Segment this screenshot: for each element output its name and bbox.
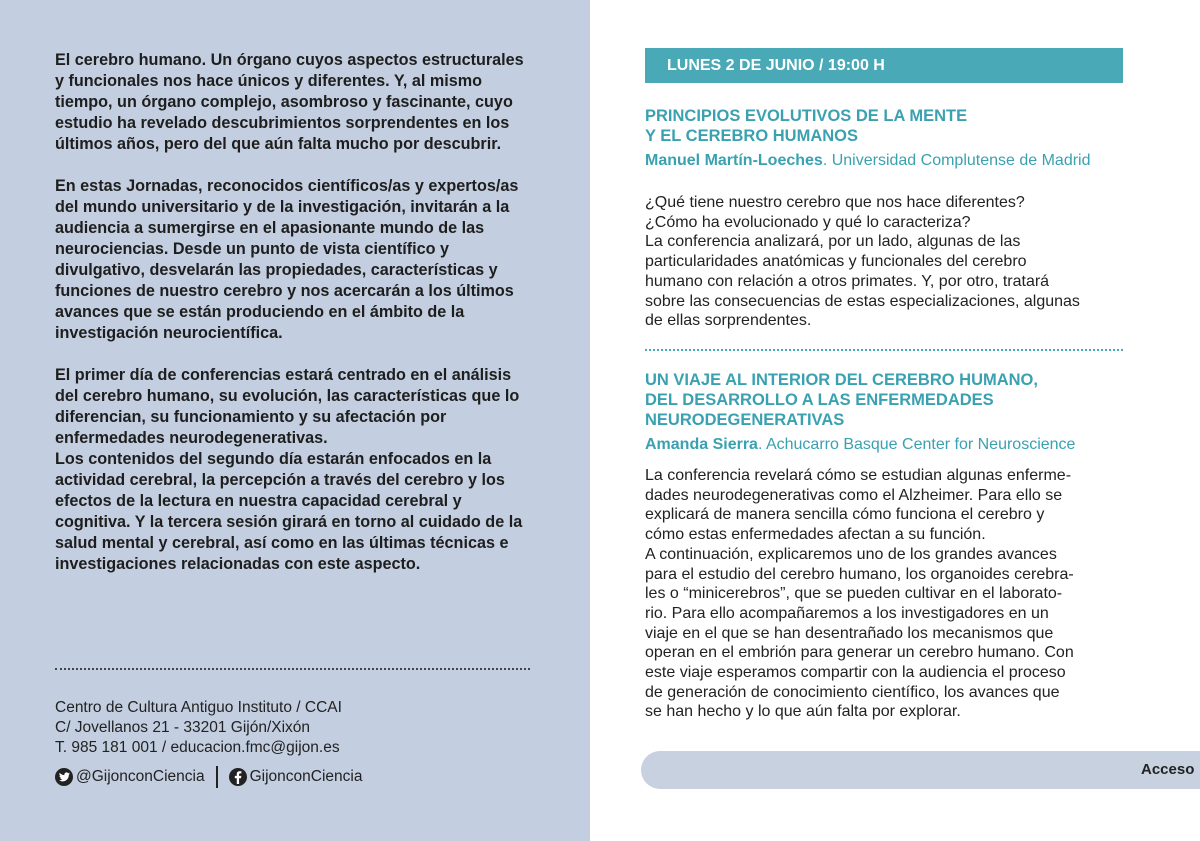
description-line: rio. Para ello acompañaremos a los investigadores en un	[645, 604, 1049, 622]
contact-block	[55, 698, 342, 758]
description-line: para el estudio del cerebro humano, los organoides cerebra-	[645, 565, 1074, 583]
talk-divider	[645, 349, 1123, 351]
description-line: A continuación, explicaremos uno de los grandes avances	[645, 545, 1057, 563]
description-line: ¿Qué tiene nuestro cerebro que nos hace diferentes?	[645, 194, 1025, 211]
venue-address: C/ Jovellanos 21 - 33201 Gijón/Xixón	[55, 719, 311, 736]
description-line: ¿Cómo ha evolucionado y qué lo caracteriza?	[645, 213, 971, 231]
talk-2-title-line: NEURODEGENERATIVAS	[645, 411, 845, 429]
description-line: La conferencia revelará cómo se estudian algunas enferme-	[645, 467, 1072, 484]
description-line: de ellas sorprendentes.	[645, 312, 812, 330]
description-line: particularidades anatómicas y funcionales del cerebro	[645, 253, 1027, 271]
talk-1-title	[645, 106, 1145, 146]
description-line: cómo estas enfermedades afectan a su función.	[645, 526, 986, 544]
description-line: de generación de conocimiento científico, los avances que	[645, 683, 1060, 701]
facebook-handle[interactable]: GijonconCiencia	[249, 768, 363, 785]
talk-1-speaker-name: Manuel Martín-Loeches	[645, 152, 823, 169]
talk-2-speaker	[645, 436, 1075, 454]
talk-1-title-line: PRINCIPIOS EVOLUTIVOS DE LA MENTE	[645, 107, 968, 125]
access-bar	[641, 751, 1200, 789]
description-line: viaje en el que se han desentrañado los mecanismos que	[645, 624, 1054, 642]
intro-paragraph-2: En estas Jornadas, reconocidos científicos/as y expertos/as del mundo universitario y de la investigación, invitarán a la audiencia a sumergirse en el apasionante mundo de las neurociencias. Desde un punto de vista científico y divulgativo, desvelarán las propiedades, características y funciones de nuestro cerebro y nos acercarán a los últimos avances que se están produciendo en el ámbito de la investigación neurocientífica.	[55, 177, 519, 342]
left-divider	[55, 668, 530, 670]
talk-1-description	[645, 193, 1125, 331]
description-line: explicará de manera sencilla cómo funciona el cerebro y	[645, 506, 1045, 524]
session-date: LUNES 2 DE JUNIO / 19:00 H	[667, 56, 885, 74]
talk-1-title-line: Y EL CEREBRO HUMANOS	[645, 127, 859, 145]
twitter-handle[interactable]: @GijonconCiencia	[76, 768, 205, 785]
talk-2-affiliation: . Achucarro Basque Center for Neuroscience	[757, 436, 1076, 453]
social-links	[55, 766, 362, 788]
facebook-icon	[229, 768, 247, 786]
description-line: se han hecho y lo que aún falta por explorar.	[645, 703, 961, 721]
venue-name: Centro de Cultura Antiguo Instituto / CCAI	[55, 699, 342, 716]
intro-paragraph-1: El cerebro humano. Un órgano cuyos aspectos estructurales y funcionales nos hace únicos y diferentes. Y, al mismo tiempo, un órgano complejo, asombroso y fascinante, cuyo estudio ha revelado descubrimientos sorprendentes en los últimos años, pero del que aún falta mucho por descubrir.	[55, 51, 524, 153]
description-line: este viaje esperamos compartir con la audiencia el proceso	[645, 664, 1066, 682]
talk-1-speaker	[645, 152, 1091, 170]
intro-text	[55, 50, 535, 596]
access-label: Acceso	[1141, 761, 1195, 778]
intro-paragraph-3: El primer día de conferencias estará centrado en el análisis del cerebro humano, su evolución, las características que lo diferencian, su funcionamiento y su afectación por enfermedades neurodegenerativas.	[55, 366, 520, 447]
twitter-icon	[55, 768, 73, 786]
talk-2-speaker-name: Amanda Sierra	[645, 436, 758, 453]
social-divider	[216, 766, 218, 788]
intro-paragraph-4: Los contenidos del segundo día estarán enfocados en la actividad cerebral, la percepción a través del cerebro y los efectos de la lectura en nuestra capacidad cerebral y cognitiva. Y la tercera sesión girará en torno al cuidado de la salud mental y cerebral, así como en las últimas técnicas e investigaciones relacionadas con este aspecto.	[55, 450, 523, 573]
description-line: les o “minicerebros”, que se pueden cultivar en el laborato-	[645, 585, 1063, 603]
phone-email: T. 985 181 001 / educacion.fmc@gijon.es	[55, 739, 340, 756]
description-line: dades neurodegenerativas como el Alzheimer. Para ello se	[645, 486, 1063, 504]
talk-2-title-line: UN VIAJE AL INTERIOR DEL CEREBRO HUMANO,	[645, 371, 1038, 389]
talk-2-title	[645, 370, 1145, 430]
description-line: operan en el embrión para generar un cerebro humano. Con	[645, 644, 1074, 662]
talk-1-affiliation: . Universidad Complutense de Madrid	[822, 152, 1091, 169]
talk-2-description	[645, 466, 1125, 722]
description-line: humano con relación a otros primates. Y, por otro, tratará	[645, 272, 1050, 290]
description-line: La conferencia analizará, por un lado, algunas de las	[645, 233, 1021, 251]
session-date-bar	[645, 48, 1123, 83]
talk-2-title-line: DEL DESARROLLO A LAS ENFERMEDADES	[645, 391, 994, 409]
description-line: sobre las consecuencias de estas especializaciones, algunas	[645, 292, 1080, 310]
